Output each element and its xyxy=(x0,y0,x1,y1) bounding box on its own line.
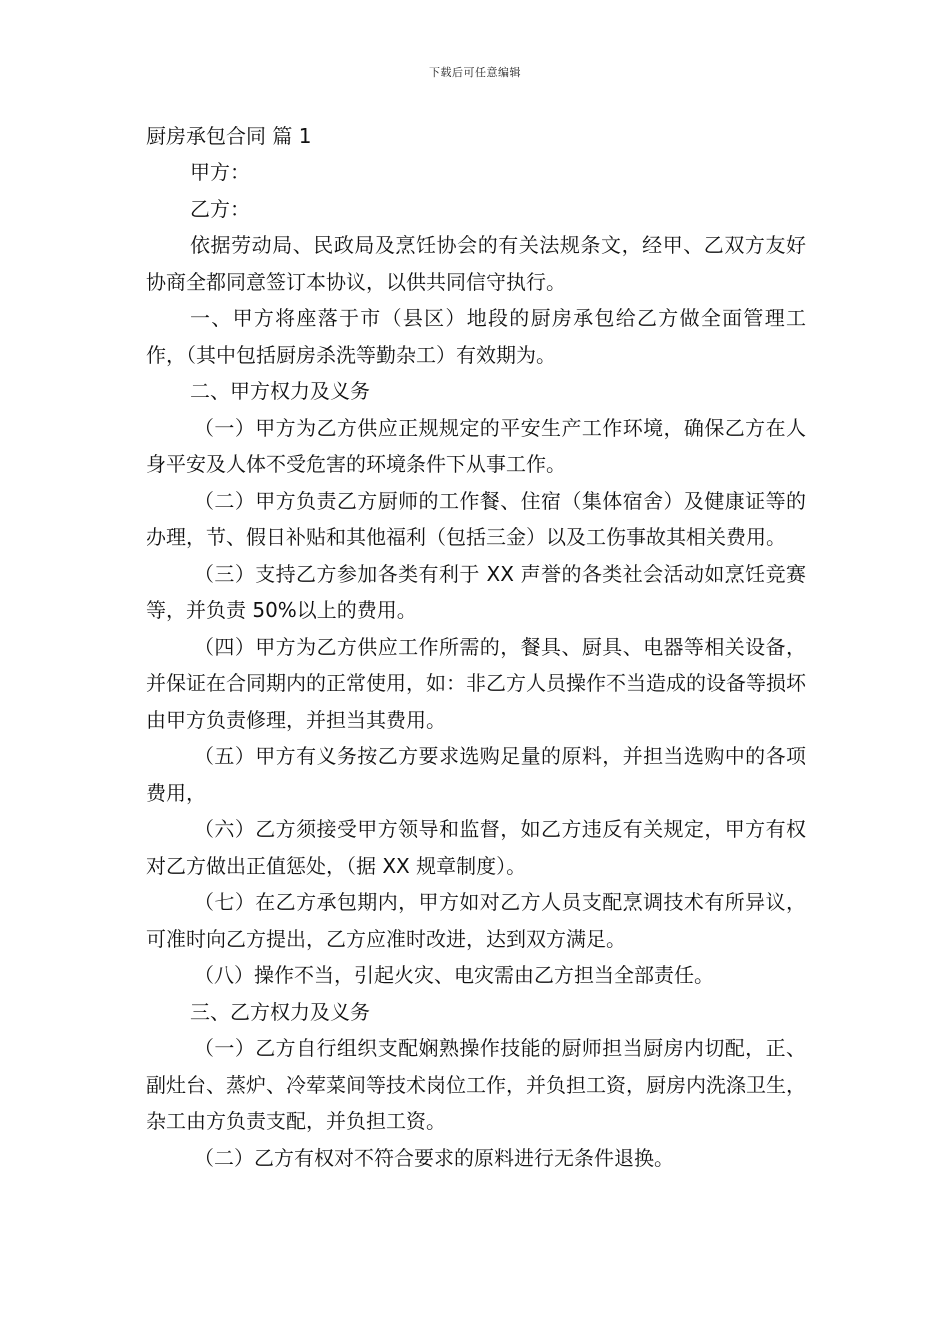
section-2-item-6: （六）乙方须接受甲方领导和监督，如乙方违反有关规定，甲方有权对乙方做出正值惩处，（据 XX 规章制度）。 xyxy=(146,817,806,878)
section-2-item-5: （五）甲方有义务按乙方要求选购足量的原料，并担当选购中的各项费用， xyxy=(146,744,806,805)
section-2-item-2: （二）甲方负责乙方厨师的工作餐、住宿（集体宿舍）及健康证等的办理，节、假日补贴和其他福利（包括三金）以及工伤事故其相关费用。 xyxy=(146,488,806,549)
party-b-line: 乙方： xyxy=(190,196,250,221)
document-body xyxy=(146,118,806,1176)
section-2-item-7: （七）在乙方承包期内，甲方如对乙方人员支配烹调技术有所异议，可准时向乙方提出，乙方应准时改进，达到双方满足。 xyxy=(146,890,806,951)
section-3-heading: 三、乙方权力及义务 xyxy=(190,999,370,1024)
document-title: 厨房承包合同 篇 1 xyxy=(146,124,312,148)
section-2-heading: 二、甲方权力及义务 xyxy=(190,379,370,403)
section-2-item-8: （八）操作不当，引起火灾、电灾需由乙方担当全部责任。 xyxy=(194,963,714,987)
preamble-paragraph: 依据劳动局、民政局及烹饪协会的有关法规条文，经甲、乙双方友好协商全都同意签订本协议，以供共同信守执行。 xyxy=(146,233,806,294)
section-3-item-1: （一）乙方自行组织支配娴熟操作技能的厨师担当厨房内切配，正、副灶台、蒸炉、冷荤菜间等技术岗位工作，并负担工资，厨房内洗涤卫生，杂工由方负责支配，并负担工资。 xyxy=(146,1036,806,1133)
section-2-item-1: （一）甲方为乙方供应正规规定的平安生产工作环境，确保乙方在人身平安及人体不受危害的环境条件下从事工作。 xyxy=(146,415,806,476)
section-2-item-3: （三）支持乙方参加各类有利于 XX 声誉的各类社会活动如烹饪竞赛等，并负责 50%以上的费用。 xyxy=(146,561,806,622)
party-a-line: 甲方： xyxy=(190,160,250,184)
section-3-item-2: （二）乙方有权对不符合要求的原料进行无条件退换。 xyxy=(194,1145,674,1170)
section-2-item-4: （四）甲方为乙方供应工作所需的，餐具、厨具、电器等相关设备，并保证在合同期内的正常使用，如：非乙方人员操作不当造成的设备等损坏由甲方负责修理，并担当其费用。 xyxy=(146,634,806,732)
header-note: 下载后可任意编辑 xyxy=(429,66,521,79)
clause-1-paragraph: 一、甲方将座落于市（县区）地段的厨房承包给乙方做全面管理工作，（其中包括厨房杀洗等勤杂工）有效期为。 xyxy=(146,306,806,367)
